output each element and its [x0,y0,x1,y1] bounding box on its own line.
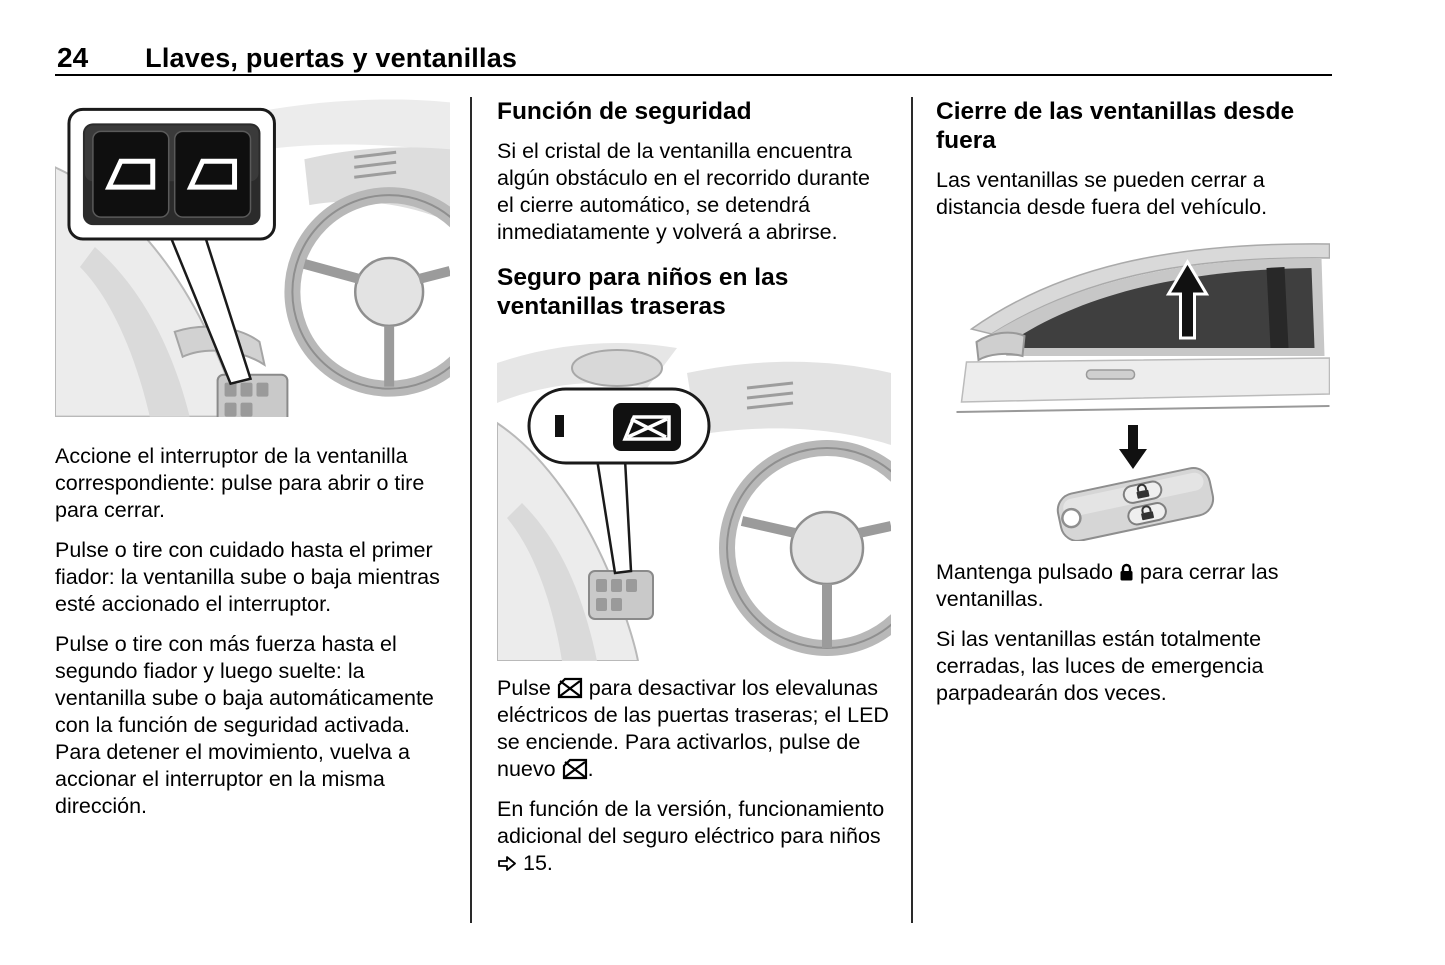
window-switch-paragraph: Accione el interruptor de la ventanilla correspondiente: pulse para abrir o tire para cerrar. [55,444,425,522]
text-run: Mantenga pulsado [936,560,1113,584]
page-header [57,42,517,74]
first-detent-paragraph: Pulse o tire con cuidado hasta el primer fiador: la ventanilla sube o baja mientras esté accionado el interruptor. [55,538,440,616]
child-lock-window-icon [557,677,583,699]
safety-function-paragraph: Si el cristal de la ventanilla encuentra algún obstáculo en el recorrido durante el cierre automático, se detendrá inmediatamente y volverá a abrirse. [497,139,870,244]
child-lock-window-icon [562,758,588,780]
hazard-flash-paragraph: Si las ventanillas están totalmente cerradas, las luces de emergencia parpadearán dos veces. [936,627,1264,705]
page-number: 24 [57,42,89,73]
remote-close-paragraph: Las ventanillas se pueden cerrar a distancia desde fuera del vehículo. [936,168,1268,219]
child-lock-switch-illustration [497,333,891,661]
door-switch-illustration-svg [55,97,450,417]
child-lock-heading: Seguro para niños en las ventanillas traseras [497,264,789,320]
right-column [936,97,1330,720]
text-run: para desactivar los elevalunas eléctricos de las puertas traseras; el LED se enciende. Para activarlos, pulse de nuevo [497,676,889,781]
padlock-icon [1119,563,1134,582]
column-divider [911,97,913,923]
left-column [55,97,450,833]
key-fob-illustration-svg [1008,423,1258,541]
window-remote-close-illustration [936,234,1330,417]
child-lock-paragraph [497,675,891,783]
page-reference-arrow-icon [497,855,517,872]
text-run: En función de la versión, funcionamiento adicional del seguro eléctrico para niños [497,797,885,848]
child-lock-switch-illustration-svg [497,333,891,661]
text-run: Pulse [497,676,551,700]
text-run: para cerrar las ventanillas. [936,560,1279,611]
page-reference-number: 15. [522,851,553,875]
middle-column [497,97,891,890]
version-note-paragraph [497,796,891,877]
second-detent-paragraph: Pulse o tire con más fuerza hasta el segundo fiador y luego suelte: la ventanilla sube o baja automáticamente con la función de seguridad activada. Para detener el movimiento, vuelva a accionar el interruptor en la misma dirección. [55,632,434,818]
door-switch-illustration [55,97,450,417]
window-remote-close-illustration-svg [936,234,1330,417]
key-fob-illustration [936,423,1330,541]
chapter-title: Llaves, puertas y ventanillas [145,43,518,73]
remote-close-heading: Cierre de las ventanillas desde fuera [936,98,1295,154]
text-run: . [587,757,594,781]
safety-function-heading: Función de seguridad [497,98,752,125]
header-rule [55,74,1332,76]
content-columns [55,97,1330,923]
column-divider [470,97,472,923]
hold-lock-paragraph [936,559,1330,613]
